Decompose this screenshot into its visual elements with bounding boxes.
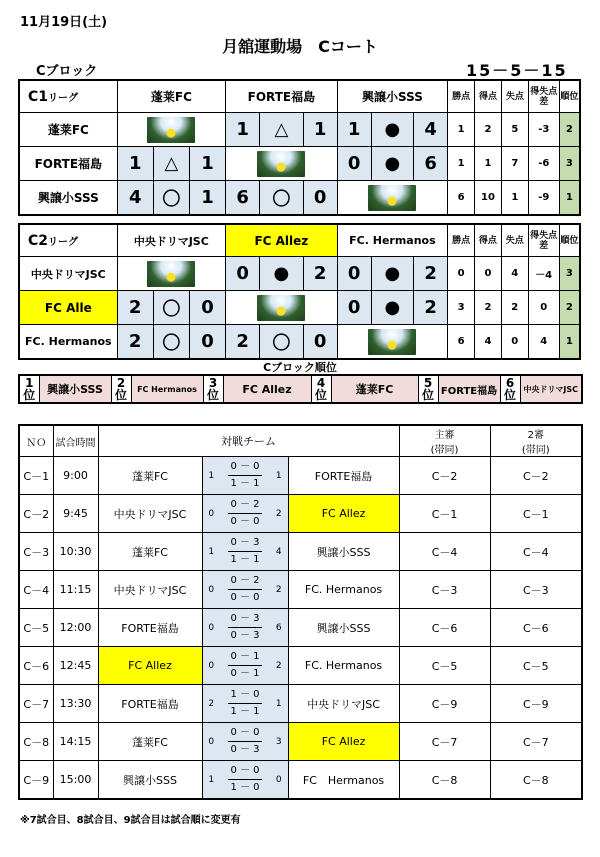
- score-left: 2: [226, 325, 260, 360]
- score-left: 0: [226, 257, 260, 291]
- schedule-row: [19, 723, 582, 761]
- away-total-score: 2: [270, 571, 288, 609]
- second-half-score: 0 － 3: [230, 744, 260, 755]
- schedule-row: [19, 761, 582, 800]
- date-label: 11月19日(土): [20, 15, 108, 30]
- home-total-score: 0: [202, 571, 220, 609]
- soccer-ball-image: [368, 185, 416, 211]
- stat-goals-for: 1: [475, 147, 502, 181]
- c2-row-3: [19, 325, 580, 360]
- c2-league-table: [18, 223, 581, 360]
- c1-league-label: C1リーグ: [19, 80, 117, 113]
- result-mark: △: [153, 147, 189, 181]
- second-half-score: 0 － 3: [230, 630, 260, 641]
- score-right: 0: [303, 325, 337, 360]
- diagonal-image-cell: [337, 181, 448, 216]
- soccer-ball-image: [257, 295, 305, 321]
- match-no: C－8: [19, 723, 53, 761]
- referee-2: C－8: [490, 761, 582, 800]
- home-team: 蓬莱FC: [98, 723, 202, 761]
- header-referee-2: 2審 (帯同): [490, 425, 582, 457]
- match-no: C－1: [19, 457, 53, 495]
- second-half-score: 0 － 0: [230, 592, 260, 603]
- first-half-score: 0 － 3: [230, 537, 260, 548]
- stat-goals-for: 2: [475, 291, 502, 325]
- score-right: 6: [414, 147, 448, 181]
- home-team: 中央ドリマJSC: [98, 495, 202, 533]
- home-team: FORTE福島: [98, 685, 202, 723]
- stat-goal-diff: 4: [528, 325, 559, 360]
- away-total-score: 3: [270, 723, 288, 761]
- stat-goals-for: 4: [475, 325, 502, 360]
- schedule-row: [19, 685, 582, 723]
- header-time: 試合時間: [53, 425, 98, 457]
- referee-1: C－3: [399, 571, 490, 609]
- score-left: 1: [337, 113, 371, 147]
- stat-header-goal-diff: 得失点差: [528, 80, 559, 113]
- c1-row-3: [19, 181, 580, 216]
- stat-rank: 3: [559, 147, 580, 181]
- match-time: 9:00: [53, 457, 98, 495]
- first-half-score: 0 － 2: [230, 499, 260, 510]
- match-no: C－3: [19, 533, 53, 571]
- match-time: 9:45: [53, 495, 98, 533]
- referee-2: C－2: [490, 457, 582, 495]
- stat-goals-against: 2: [501, 291, 528, 325]
- rank-team: 蓬莱FC: [331, 375, 418, 403]
- referee-1: C－5: [399, 647, 490, 685]
- half-scores: [220, 723, 270, 761]
- home-total-score: 1: [202, 533, 220, 571]
- stat-header-points: 勝点: [448, 80, 475, 113]
- score-left: 0: [337, 291, 371, 325]
- score-right: 1: [303, 113, 337, 147]
- second-half-score: 1 － 1: [230, 554, 260, 565]
- c1-row-1: [19, 113, 580, 147]
- score-right: 2: [303, 257, 337, 291]
- score-format: 15－5－15: [466, 61, 568, 80]
- c1-col-team-3: 興譲小SSS: [337, 80, 448, 113]
- result-mark: 〇: [153, 291, 189, 325]
- score-left: 2: [117, 325, 153, 360]
- referee-1: C－6: [399, 609, 490, 647]
- home-total-score: 1: [202, 457, 220, 495]
- rank-team: FORTE福島: [438, 375, 500, 403]
- score-left: 4: [117, 181, 153, 216]
- page-title: 月舘運動場 Cコート: [222, 37, 378, 56]
- away-team: FC Allez: [288, 723, 399, 761]
- ranking-title: Cブロック順位: [263, 361, 337, 374]
- header-no: ＮＯ: [19, 425, 53, 457]
- half-scores: [220, 761, 270, 800]
- home-team: FORTE福島: [98, 609, 202, 647]
- first-half-score: 0 － 2: [230, 575, 260, 586]
- referee-1: C－2: [399, 457, 490, 495]
- referee-2: C－5: [490, 647, 582, 685]
- stat-goals-against: 7: [501, 147, 528, 181]
- stat-rank: 2: [559, 113, 580, 147]
- referee-1: C－1: [399, 495, 490, 533]
- match-time: 11:15: [53, 571, 98, 609]
- c1-col-team-1: 蓬莱FC: [117, 80, 225, 113]
- home-total-score: 0: [202, 609, 220, 647]
- stat-header-goal-diff: 得失点差: [528, 224, 559, 257]
- away-team: FC. Hermanos: [288, 571, 399, 609]
- second-half-score: 0 － 1: [230, 668, 260, 679]
- score-right: 0: [189, 325, 225, 360]
- first-half-score: 0 － 3: [230, 613, 260, 624]
- match-time: 10:30: [53, 533, 98, 571]
- soccer-ball-image: [368, 329, 416, 355]
- result-mark: △: [260, 113, 303, 147]
- c2-row-team: 中央ドリマJSC: [19, 257, 117, 291]
- first-half-score: 0 － 0: [230, 461, 260, 472]
- c1-row-team: 興譲小SSS: [19, 181, 117, 216]
- c2-row-2: [19, 291, 580, 325]
- header-referee-1: 主審 (帯同): [399, 425, 490, 457]
- first-half-score: 0 － 0: [230, 727, 260, 738]
- stat-goal-diff: -9: [528, 181, 559, 216]
- away-team: 中央ドリマJSC: [288, 685, 399, 723]
- result-mark: ●: [371, 147, 413, 181]
- away-total-score: 6: [270, 609, 288, 647]
- result-mark: ●: [371, 113, 413, 147]
- stat-goals-for: 0: [475, 257, 502, 291]
- stat-goals-against: 0: [501, 325, 528, 360]
- match-no: C－7: [19, 685, 53, 723]
- score-left: 1: [226, 113, 260, 147]
- c1-col-team-2: FORTE福島: [226, 80, 338, 113]
- match-time: 15:00: [53, 761, 98, 800]
- away-total-score: 2: [270, 647, 288, 685]
- home-team: 興譲小SSS: [98, 761, 202, 800]
- stat-points: 0: [448, 257, 475, 291]
- stat-goal-diff: -3: [528, 113, 559, 147]
- home-team: 中央ドリマJSC: [98, 571, 202, 609]
- referee-2: C－6: [490, 609, 582, 647]
- half-scores: [220, 685, 270, 723]
- half-scores: [220, 647, 270, 685]
- stat-points: 1: [448, 147, 475, 181]
- score-left: 2: [117, 291, 153, 325]
- rank-position: 3位: [203, 375, 223, 403]
- match-no: C－6: [19, 647, 53, 685]
- referee-2: C－7: [490, 723, 582, 761]
- score-left: 0: [337, 147, 371, 181]
- stat-goals-for: 2: [475, 113, 502, 147]
- soccer-ball-image: [257, 151, 305, 177]
- away-team: FC. Hermanos: [288, 647, 399, 685]
- stat-points: 6: [448, 181, 475, 216]
- match-no: C－5: [19, 609, 53, 647]
- match-time: 14:15: [53, 723, 98, 761]
- match-schedule-table: [18, 424, 583, 800]
- diagonal-image-cell: [117, 113, 225, 147]
- score-right: 4: [414, 113, 448, 147]
- result-mark: ●: [260, 257, 303, 291]
- c1-league-table: [18, 79, 581, 216]
- rank-position: 5位: [418, 375, 438, 403]
- stat-goals-against: 4: [501, 257, 528, 291]
- result-mark: ●: [371, 257, 413, 291]
- stat-rank: 2: [559, 291, 580, 325]
- footnote: ※7試合目、8試合目、9試合目は試合順に変更有: [20, 815, 241, 826]
- stat-header-goals-against: 失点: [501, 224, 528, 257]
- home-total-score: 2: [202, 685, 220, 723]
- c1-row-team: 蓬莱FC: [19, 113, 117, 147]
- rank-team: 興譲小SSS: [39, 375, 111, 403]
- second-half-score: 1 － 0: [230, 782, 260, 793]
- stat-goal-diff: －4: [528, 257, 559, 291]
- first-half-score: 0 － 1: [230, 651, 260, 662]
- diagonal-image-cell: [226, 291, 338, 325]
- half-scores: [220, 533, 270, 571]
- score-left: 6: [226, 181, 260, 216]
- first-half-score: 0 － 0: [230, 765, 260, 776]
- schedule-row: [19, 457, 582, 495]
- referee-2: C－1: [490, 495, 582, 533]
- score-left: 1: [117, 147, 153, 181]
- referee-2: C－3: [490, 571, 582, 609]
- score-right: 1: [189, 181, 225, 216]
- referee-2: C－4: [490, 533, 582, 571]
- stat-goal-diff: 0: [528, 291, 559, 325]
- ranking-bar: [18, 374, 583, 404]
- second-half-score: 0 － 0: [230, 516, 260, 527]
- away-team: FC Hermanos: [288, 761, 399, 800]
- stat-points: 6: [448, 325, 475, 360]
- away-total-score: 1: [270, 685, 288, 723]
- stat-header-rank: 順位: [559, 80, 580, 113]
- c2-row-1: [19, 257, 580, 291]
- diagonal-image-cell: [226, 147, 338, 181]
- away-team: FC Allez: [288, 495, 399, 533]
- c2-league-label: C2リーグ: [19, 224, 117, 257]
- schedule-row: [19, 609, 582, 647]
- c2-col-team-1: 中央ドリマJSC: [117, 224, 225, 257]
- c1-row-2: [19, 147, 580, 181]
- referee-1: C－8: [399, 761, 490, 800]
- diagonal-image-cell: [337, 325, 448, 360]
- diagonal-image-cell: [117, 257, 225, 291]
- rank-position: 1位: [19, 375, 39, 403]
- home-total-score: 0: [202, 723, 220, 761]
- c2-col-team-3: FC. Hermanos: [337, 224, 448, 257]
- soccer-ball-image: [147, 117, 195, 143]
- match-no: C－2: [19, 495, 53, 533]
- away-team: FORTE福島: [288, 457, 399, 495]
- score-right: 0: [303, 181, 337, 216]
- rank-team: FC Allez: [223, 375, 311, 403]
- home-team: FC Allez: [98, 647, 202, 685]
- c2-row-team: FC Alle: [19, 291, 117, 325]
- stat-points: 3: [448, 291, 475, 325]
- referee-2: C－9: [490, 685, 582, 723]
- half-scores: [220, 571, 270, 609]
- first-half-score: 1 － 0: [230, 689, 260, 700]
- home-total-score: 1: [202, 761, 220, 800]
- rank-position: 4位: [311, 375, 331, 403]
- schedule-row: [19, 533, 582, 571]
- away-total-score: 1: [270, 457, 288, 495]
- stat-rank: 1: [559, 181, 580, 216]
- stat-goals-against: 1: [501, 181, 528, 216]
- header-match: 対戦チーム: [98, 425, 399, 457]
- score-right: 1: [189, 147, 225, 181]
- home-team: 蓬莱FC: [98, 533, 202, 571]
- home-total-score: 0: [202, 495, 220, 533]
- schedule-row: [19, 571, 582, 609]
- match-time: 12:00: [53, 609, 98, 647]
- away-total-score: 4: [270, 533, 288, 571]
- score-right: 0: [189, 291, 225, 325]
- stat-header-rank: 順位: [559, 224, 580, 257]
- away-team: 興譲小SSS: [288, 609, 399, 647]
- referee-1: C－7: [399, 723, 490, 761]
- result-mark: 〇: [260, 325, 303, 360]
- stat-goal-diff: -6: [528, 147, 559, 181]
- stat-header-goals-for: 得点: [475, 224, 502, 257]
- rank-team: 中央ドリマJSC: [520, 375, 582, 403]
- away-team: 興譲小SSS: [288, 533, 399, 571]
- stat-goals-against: 5: [501, 113, 528, 147]
- match-time: 12:45: [53, 647, 98, 685]
- result-mark: ●: [371, 291, 413, 325]
- stat-goals-for: 10: [475, 181, 502, 216]
- c2-row-team: FC. Hermanos: [19, 325, 117, 360]
- match-time: 13:30: [53, 685, 98, 723]
- match-no: C－9: [19, 761, 53, 800]
- half-scores: [220, 609, 270, 647]
- score-right: 2: [414, 257, 448, 291]
- home-team: 蓬莱FC: [98, 457, 202, 495]
- score-right: 2: [414, 291, 448, 325]
- schedule-row: [19, 647, 582, 685]
- score-left: 0: [337, 257, 371, 291]
- result-mark: 〇: [153, 181, 189, 216]
- stat-header-goals-against: 失点: [501, 80, 528, 113]
- stat-header-goals-for: 得点: [475, 80, 502, 113]
- match-no: C－4: [19, 571, 53, 609]
- away-total-score: 0: [270, 761, 288, 800]
- result-mark: 〇: [260, 181, 303, 216]
- half-scores: [220, 457, 270, 495]
- referee-1: C－4: [399, 533, 490, 571]
- stat-rank: 1: [559, 325, 580, 360]
- rank-position: 6位: [500, 375, 520, 403]
- rank-team: FC Hermanos: [131, 375, 203, 403]
- second-half-score: 1 － 1: [230, 706, 260, 717]
- referee-1: C－9: [399, 685, 490, 723]
- schedule-row: [19, 495, 582, 533]
- c1-row-team: FORTE福島: [19, 147, 117, 181]
- c2-col-team-2: FC Allez: [226, 224, 338, 257]
- away-total-score: 2: [270, 495, 288, 533]
- home-total-score: 0: [202, 647, 220, 685]
- stat-points: 1: [448, 113, 475, 147]
- rank-position: 2位: [111, 375, 131, 403]
- stat-header-points: 勝点: [448, 224, 475, 257]
- stat-rank: 3: [559, 257, 580, 291]
- block-label: Cブロック: [36, 64, 98, 79]
- half-scores: [220, 495, 270, 533]
- second-half-score: 1 － 1: [230, 478, 260, 489]
- soccer-ball-image: [147, 261, 195, 287]
- result-mark: 〇: [153, 325, 189, 360]
